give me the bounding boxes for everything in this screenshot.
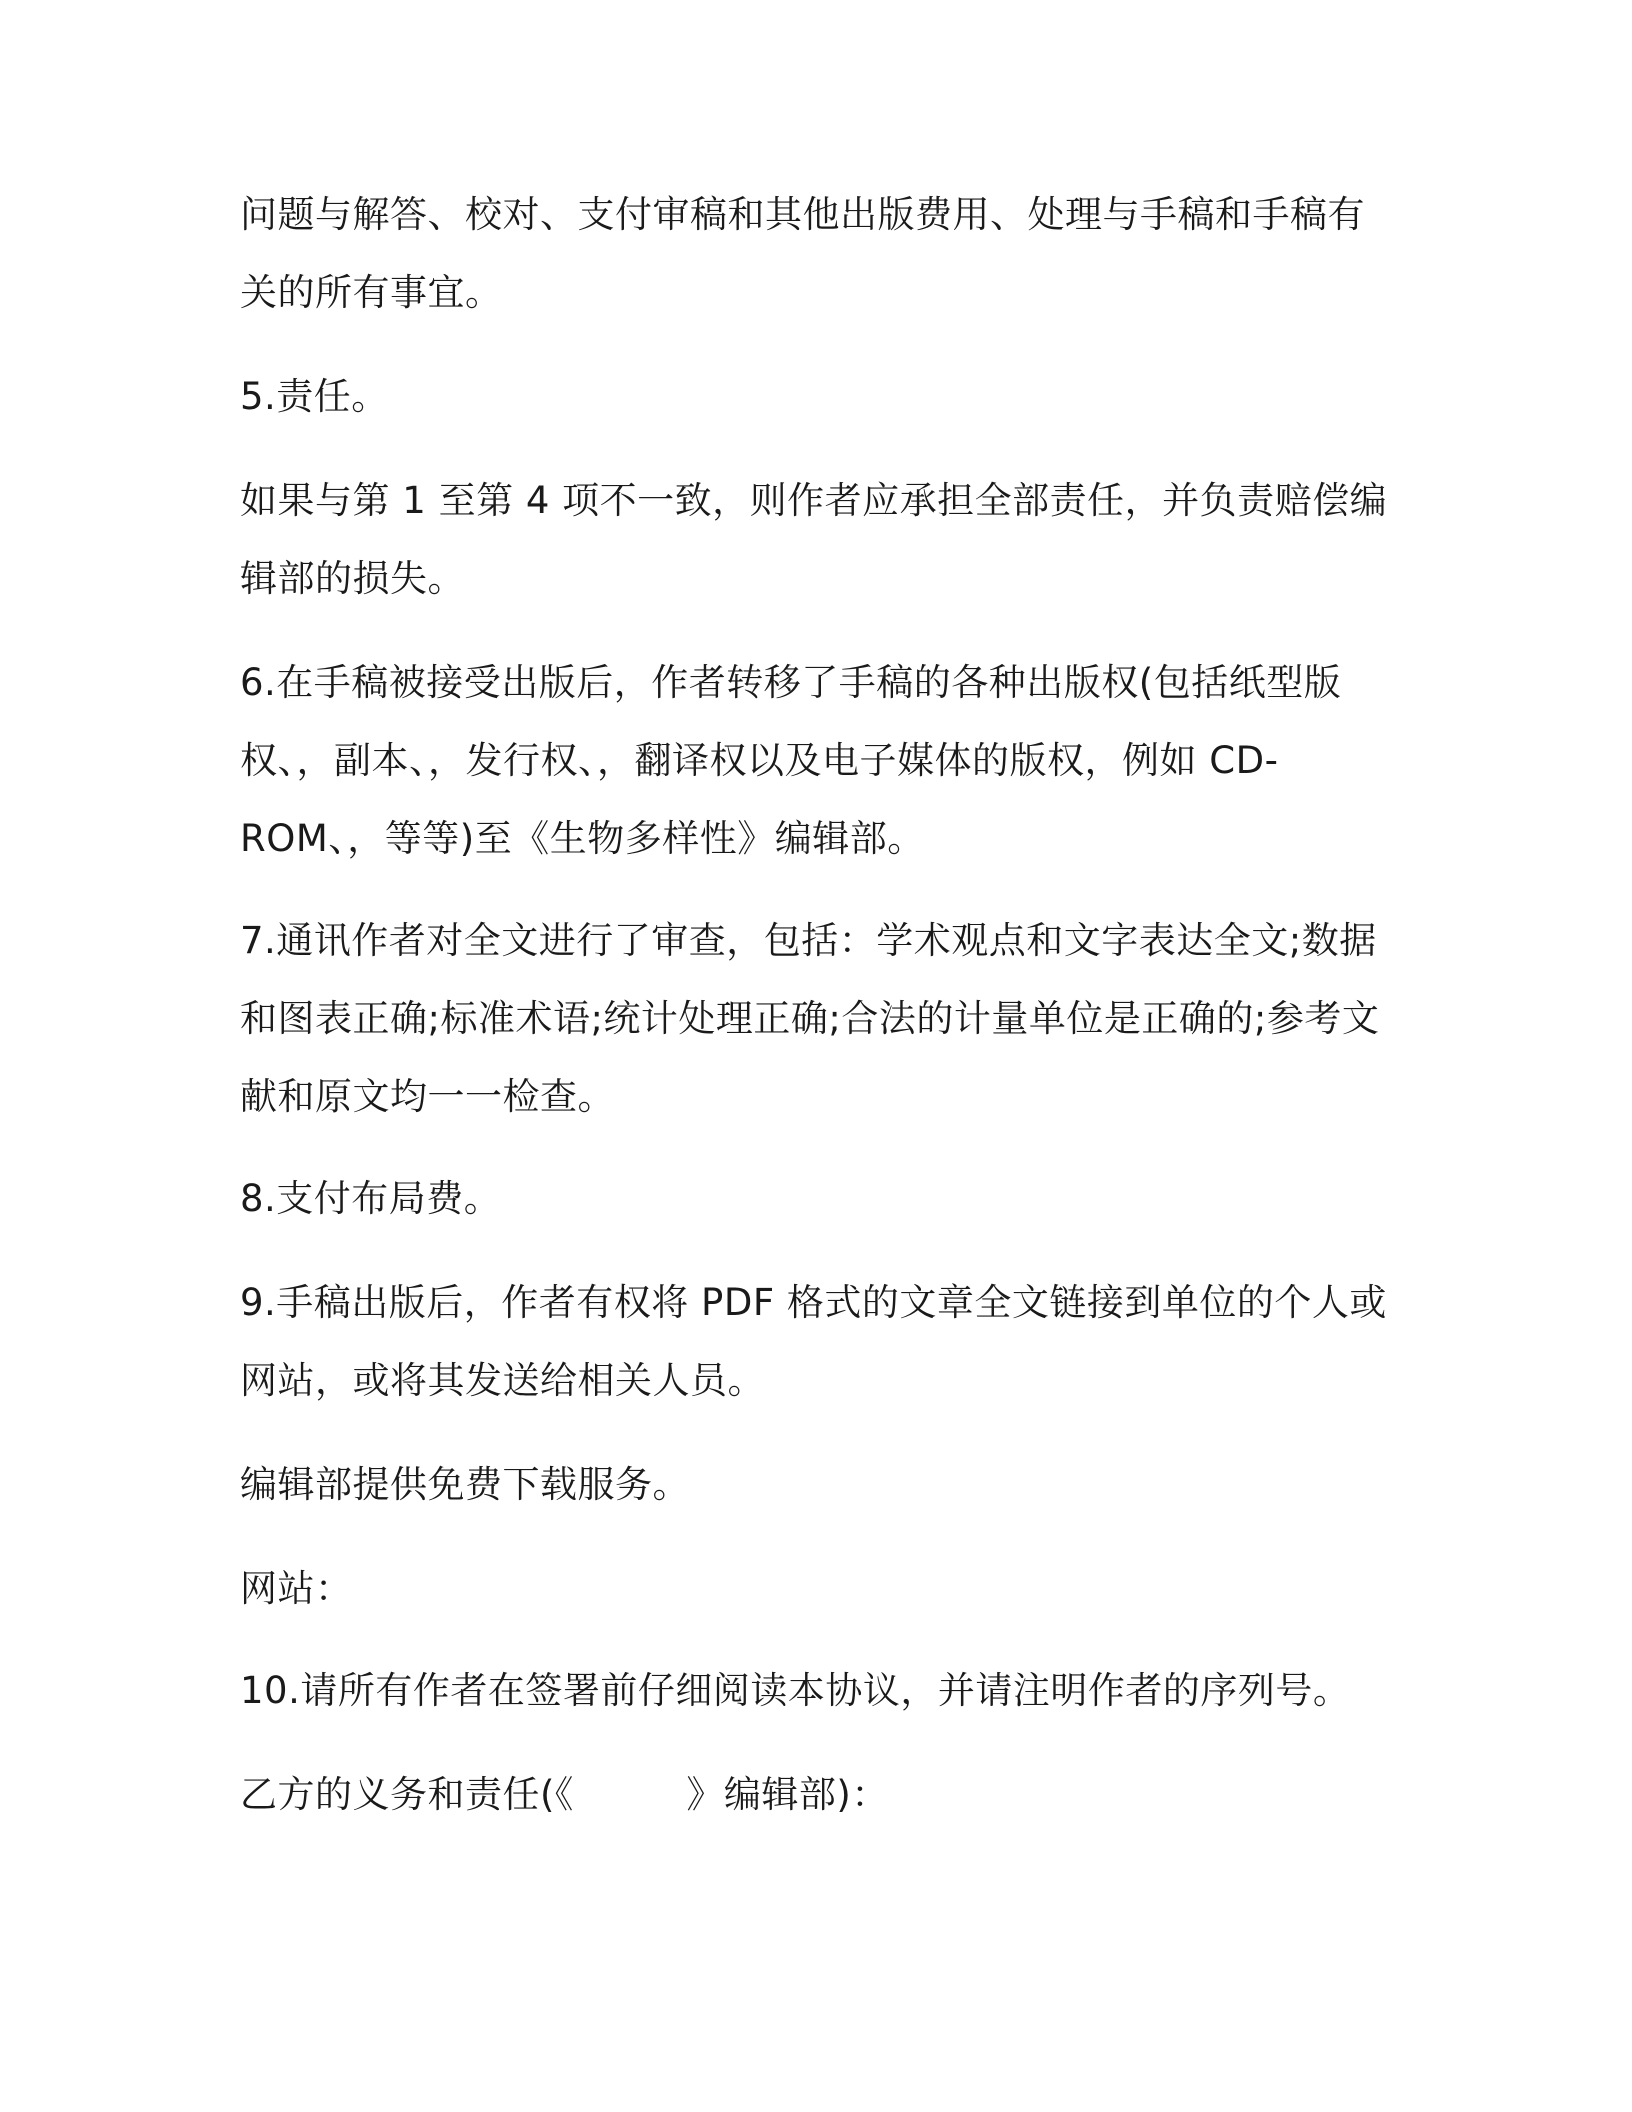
text-line: 编辑部提供免费下载服务。 bbox=[240, 1463, 690, 1506]
text-line: 6.在手稿被接受出版后，作者转移了手稿的各种出版权(包括纸型版 bbox=[240, 661, 1342, 704]
text-line: 网站，或将其发送给相关人员。 bbox=[240, 1359, 765, 1402]
text-line: 10.请所有作者在签署前仔细阅读本协议，并请注明作者的序列号。 bbox=[240, 1669, 1351, 1712]
text-line: 如果与第 1 至第 4 项不一致，则作者应承担全部责任，并负责赔偿编 bbox=[240, 479, 1388, 522]
text-line: 9.手稿出版后，作者有权将 PDF 格式的文章全文链接到单位的个人或 bbox=[240, 1281, 1387, 1324]
section-heading: 5.责任。 bbox=[240, 375, 389, 418]
text-line: 7.通讯作者对全文进行了审查，包括：学术观点和文字表达全文;数据 bbox=[240, 919, 1377, 962]
text-line: ROM、，等等)至《生物多样性》编辑部。 bbox=[240, 817, 925, 860]
text-line: 辑部的损失。 bbox=[240, 557, 465, 600]
text-line: 乙方的义务和责任(《 》编辑部)： bbox=[240, 1773, 889, 1816]
text-line: 关的所有事宜。 bbox=[240, 271, 503, 314]
text-line: 献和原文均一一检查。 bbox=[240, 1075, 615, 1118]
text-line: 问题与解答、校对、支付审稿和其他出版费用、处理与手稿和手稿有 bbox=[240, 193, 1365, 236]
text-line: 和图表正确;标准术语;统计处理正确;合法的计量单位是正确的;参考文 bbox=[240, 997, 1380, 1040]
text-line: 8.支付布局费。 bbox=[240, 1177, 502, 1220]
text-line: 网站： bbox=[240, 1567, 353, 1610]
text-line: 权、，副本、，发行权、，翻译权以及电子媒体的版权，例如 CD- bbox=[240, 739, 1279, 782]
